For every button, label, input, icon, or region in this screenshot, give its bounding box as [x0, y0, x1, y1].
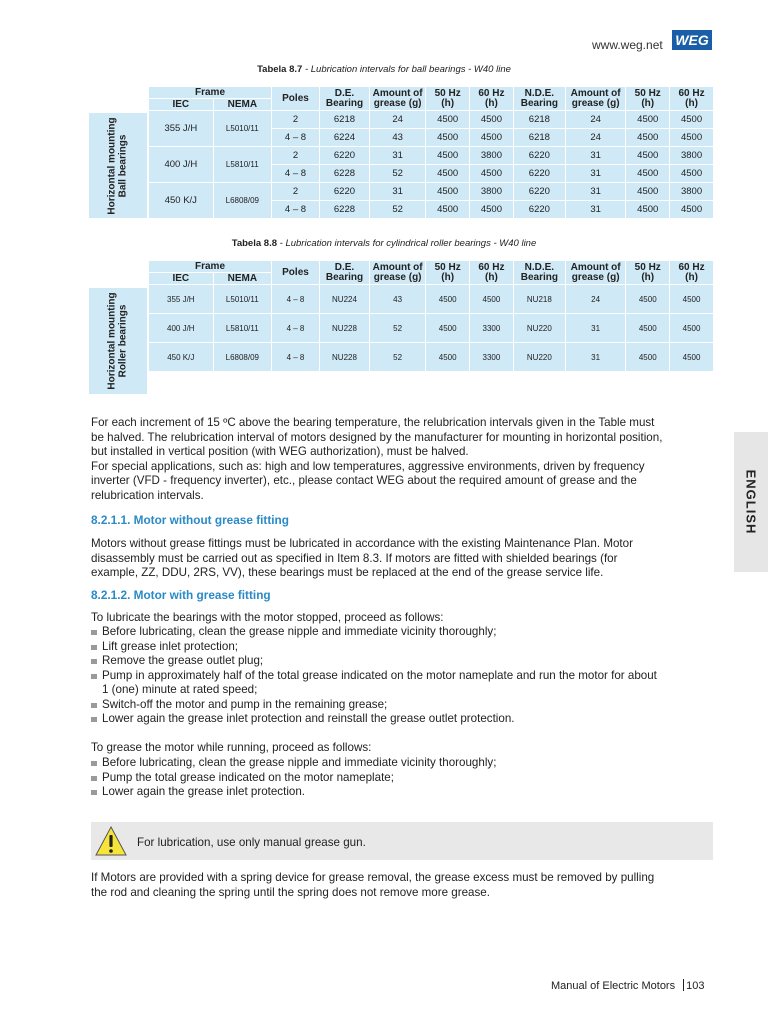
- table-cell: 4500: [670, 343, 714, 372]
- table-cell: 6220: [513, 201, 565, 219]
- table-cell: 4500: [626, 129, 670, 147]
- table-cell: 31: [369, 183, 425, 201]
- table-cell: 3800: [670, 147, 714, 165]
- table-cell: 4 – 8: [272, 314, 320, 343]
- header-de-grease: Amount of grease (g): [369, 87, 425, 111]
- table-cell: 24: [565, 285, 625, 314]
- table-cell: 43: [369, 285, 425, 314]
- header-poles: Poles: [272, 261, 320, 285]
- table-cell: 4500: [470, 285, 514, 314]
- section1-paragraph: Motors without grease fittings must be lubricated in accordance with the existing Maintenance Plan. Motor disassembly must be carried out as specified in Item 8.3. If motors are fitted with shielded bearings (for example, ZZ, DDU, 2RS, VV), these bearings must be replaced at the end of the grease service life.: [91, 537, 633, 579]
- table1-caption: Tabela 8.7 - Lubrication intervals for ball bearings - W40 line: [257, 64, 511, 75]
- header-iec: IEC: [149, 273, 214, 285]
- table-cell: 52: [369, 343, 425, 372]
- table-cell: 6220: [513, 147, 565, 165]
- table-cell: 31: [565, 343, 625, 372]
- table-cell: 31: [565, 201, 625, 219]
- table-cell: 450 K/J: [149, 343, 214, 372]
- table-cell: NU228: [319, 343, 369, 372]
- table-cell: 2: [272, 147, 320, 165]
- table2-caption: Tabela 8.8 - Lubrication intervals for cylindrical roller bearings - W40 line: [231, 238, 537, 249]
- table-cell: 6228: [319, 165, 369, 183]
- table-cell: 4500: [426, 129, 470, 147]
- table-cell: 4500: [626, 285, 670, 314]
- page-number: 103: [686, 980, 705, 992]
- header-nde-60hz: 60 Hz (h): [670, 261, 714, 285]
- table-cell: 6220: [319, 147, 369, 165]
- running-intro: To grease the motor while running, proceed as follows:: [91, 741, 372, 754]
- header-de-60hz: 60 Hz (h): [470, 87, 514, 111]
- list-item: Switch-off the motor and pump in the remaining grease;: [91, 698, 715, 713]
- warning-icon: [95, 825, 127, 857]
- table-cell: L5810/11: [213, 314, 271, 343]
- table-cell: 3800: [670, 183, 714, 201]
- cell-nema: L5810/11: [213, 147, 271, 183]
- table-cell: 4 – 8: [272, 285, 320, 314]
- table-cell: 355 J/H: [149, 285, 214, 314]
- table-cell: 3300: [470, 343, 514, 372]
- list-item: Before lubricating, clean the grease nipple and immediate vicinity thoroughly;: [91, 756, 715, 771]
- stopped-steps-list: [91, 625, 715, 727]
- table-cell: NU224: [319, 285, 369, 314]
- list-item: Pump the total grease indicated on the motor nameplate;: [91, 771, 715, 786]
- stopped-intro: To lubricate the bearings with the motor stopped, proceed as follows:: [91, 611, 444, 624]
- header-nema: NEMA: [213, 273, 271, 285]
- table-cell: 4500: [670, 165, 714, 183]
- running-steps-list: [91, 756, 715, 800]
- table-cell: 4500: [626, 165, 670, 183]
- footer-separator: [683, 979, 684, 991]
- header-de-bearing: D.E. Bearing: [319, 261, 369, 285]
- cell-iec: 355 J/H: [149, 111, 214, 147]
- header-frame: Frame: [149, 87, 272, 99]
- table-ball-bearings: [148, 86, 714, 219]
- table-cell: 4500: [626, 343, 670, 372]
- table-cell: 2: [272, 111, 320, 129]
- table-row: [149, 343, 714, 372]
- table-cell: 4500: [470, 111, 514, 129]
- header-nema: NEMA: [213, 99, 271, 111]
- header-de-bearing: D.E. Bearing: [319, 87, 369, 111]
- header-nde-grease: Amount of grease (g): [565, 87, 625, 111]
- cell-nema: L6808/09: [213, 183, 271, 219]
- table-cell: 400 J/H: [149, 314, 214, 343]
- table-row: [149, 111, 714, 129]
- svg-text:WEG: WEG: [675, 32, 709, 48]
- table-row: [149, 183, 714, 201]
- cell-iec: 450 K/J: [149, 183, 214, 219]
- table-cell: 3800: [470, 147, 514, 165]
- table-cell: 4500: [470, 165, 514, 183]
- table-cell: 4500: [426, 314, 470, 343]
- site-url[interactable]: www.weg.net: [592, 38, 663, 52]
- table-cell: 31: [369, 147, 425, 165]
- table-cell: 4500: [426, 147, 470, 165]
- closing-paragraph: If Motors are provided with a spring device for grease removal, the grease excess must be removed by pulling the rod and cleaning the spring until the spring does not remove more grease.: [91, 871, 655, 899]
- table-cell: 24: [369, 111, 425, 129]
- table-cell: 4500: [670, 111, 714, 129]
- section-heading-without-fitting: 8.2.1.1. Motor without grease fitting: [91, 513, 289, 527]
- header-iec: IEC: [149, 99, 214, 111]
- table-cell: 6218: [513, 129, 565, 147]
- footer-title: Manual of Electric Motors: [551, 980, 676, 992]
- list-item: Lower again the grease inlet protection and reinstall the grease outlet protection.: [91, 712, 715, 727]
- table-cell: 52: [369, 201, 425, 219]
- table-cell: 4 – 8: [272, 343, 320, 372]
- table-cell: 4500: [670, 201, 714, 219]
- table2-side-label: Horizontal mounting Roller bearings: [89, 288, 147, 394]
- list-item: Pump in approximately half of the total grease indicated on the motor nameplate and run the motor for about 1 (one) minute at rated speed;: [91, 669, 715, 698]
- cell-nema: L5010/11: [213, 111, 271, 147]
- table-cell: 4500: [426, 285, 470, 314]
- table-cell: 43: [369, 129, 425, 147]
- table-cell: 4 – 8: [272, 201, 320, 219]
- table-cell: 4500: [426, 343, 470, 372]
- table-cell: 3800: [470, 183, 514, 201]
- table-cell: 6220: [513, 183, 565, 201]
- list-item: Remove the grease outlet plug;: [91, 654, 715, 669]
- table-cell: 4500: [626, 111, 670, 129]
- cell-iec: 400 J/H: [149, 147, 214, 183]
- section-heading-with-fitting: 8.2.1.2. Motor with grease fitting: [91, 588, 271, 602]
- table-cell: 31: [565, 165, 625, 183]
- table-cell: 4500: [670, 129, 714, 147]
- table-cell: 6220: [513, 165, 565, 183]
- table-cell: NU220: [513, 343, 565, 372]
- table-cell: 31: [565, 147, 625, 165]
- table-cell: 31: [565, 314, 625, 343]
- table-cell: 4500: [426, 183, 470, 201]
- table-row: [149, 147, 714, 165]
- table-cell: NU218: [513, 285, 565, 314]
- table-cell: 4 – 8: [272, 129, 320, 147]
- table-row: [149, 314, 714, 343]
- table-cell: 6224: [319, 129, 369, 147]
- note-text: For lubrication, use only manual grease gun.: [137, 836, 366, 849]
- table-cell: 4500: [426, 201, 470, 219]
- list-item: Before lubricating, clean the grease nipple and immediate vicinity thoroughly;: [91, 625, 715, 640]
- table-cell: 24: [565, 111, 625, 129]
- header-frame: Frame: [149, 261, 272, 273]
- table-cell: 4500: [426, 165, 470, 183]
- table-row: [149, 285, 714, 314]
- language-side-tab: ENGLISH: [734, 432, 768, 572]
- header-nde-bearing: N.D.E. Bearing: [513, 261, 565, 285]
- header-de-60hz: 60 Hz (h): [470, 261, 514, 285]
- list-item: Lower again the grease inlet protection.: [91, 785, 715, 800]
- table-cell: 4 – 8: [272, 165, 320, 183]
- header-nde-50hz: 50 Hz (h): [626, 87, 670, 111]
- table-cell: 4500: [626, 183, 670, 201]
- header-nde-50hz: 50 Hz (h): [626, 261, 670, 285]
- list-item: Lift grease inlet protection;: [91, 640, 715, 655]
- table-cell: 4500: [626, 314, 670, 343]
- intro-paragraph: For each increment of 15 ºC above the bearing temperature, the relubrication intervals given in the Table must be halved. The relubrication interval of motors designed by the manufacturer for mounting in horizontal position, but installed in vertical position (with WEG authorization), must be halved. For special applications, such as: high and low temperatures, aggressive environments, driven by frequency inverter (VFD - frequency inverter), etc., please contact WEG about the required amount of grease and the relubrication intervals.: [91, 416, 663, 502]
- table-cell: 52: [369, 165, 425, 183]
- weg-logo: [672, 30, 712, 50]
- header-de-50hz: 50 Hz (h): [426, 261, 470, 285]
- header-de-grease: Amount of grease (g): [369, 261, 425, 285]
- header-nde-60hz: 60 Hz (h): [670, 87, 714, 111]
- table-cell: 2: [272, 183, 320, 201]
- table-cell: 52: [369, 314, 425, 343]
- table-cell: L5010/11: [213, 285, 271, 314]
- table-cell: 6218: [513, 111, 565, 129]
- header-poles: Poles: [272, 87, 320, 111]
- table-cell: 4500: [670, 314, 714, 343]
- table-cell: 4500: [470, 129, 514, 147]
- table-cell: 4500: [626, 201, 670, 219]
- table-cell: L6808/09: [213, 343, 271, 372]
- table-cell: 4500: [670, 285, 714, 314]
- table-cell: 6218: [319, 111, 369, 129]
- page-footer: [551, 979, 704, 992]
- table-cell: NU228: [319, 314, 369, 343]
- table-cell: 3300: [470, 314, 514, 343]
- table1-side-label: Horizontal mounting Ball bearings: [89, 113, 147, 218]
- table-cell: 4500: [470, 201, 514, 219]
- table-cell: 4500: [426, 111, 470, 129]
- table-roller-bearings: [148, 260, 714, 372]
- table-cell: 31: [565, 183, 625, 201]
- table-cell: 24: [565, 129, 625, 147]
- table-cell: 6228: [319, 201, 369, 219]
- header-de-50hz: 50 Hz (h): [426, 87, 470, 111]
- header-nde-grease: Amount of grease (g): [565, 261, 625, 285]
- table-cell: 4500: [626, 147, 670, 165]
- header-nde-bearing: N.D.E. Bearing: [513, 87, 565, 111]
- table-cell: 6220: [319, 183, 369, 201]
- table-cell: NU220: [513, 314, 565, 343]
- warning-note-box: [91, 822, 713, 860]
